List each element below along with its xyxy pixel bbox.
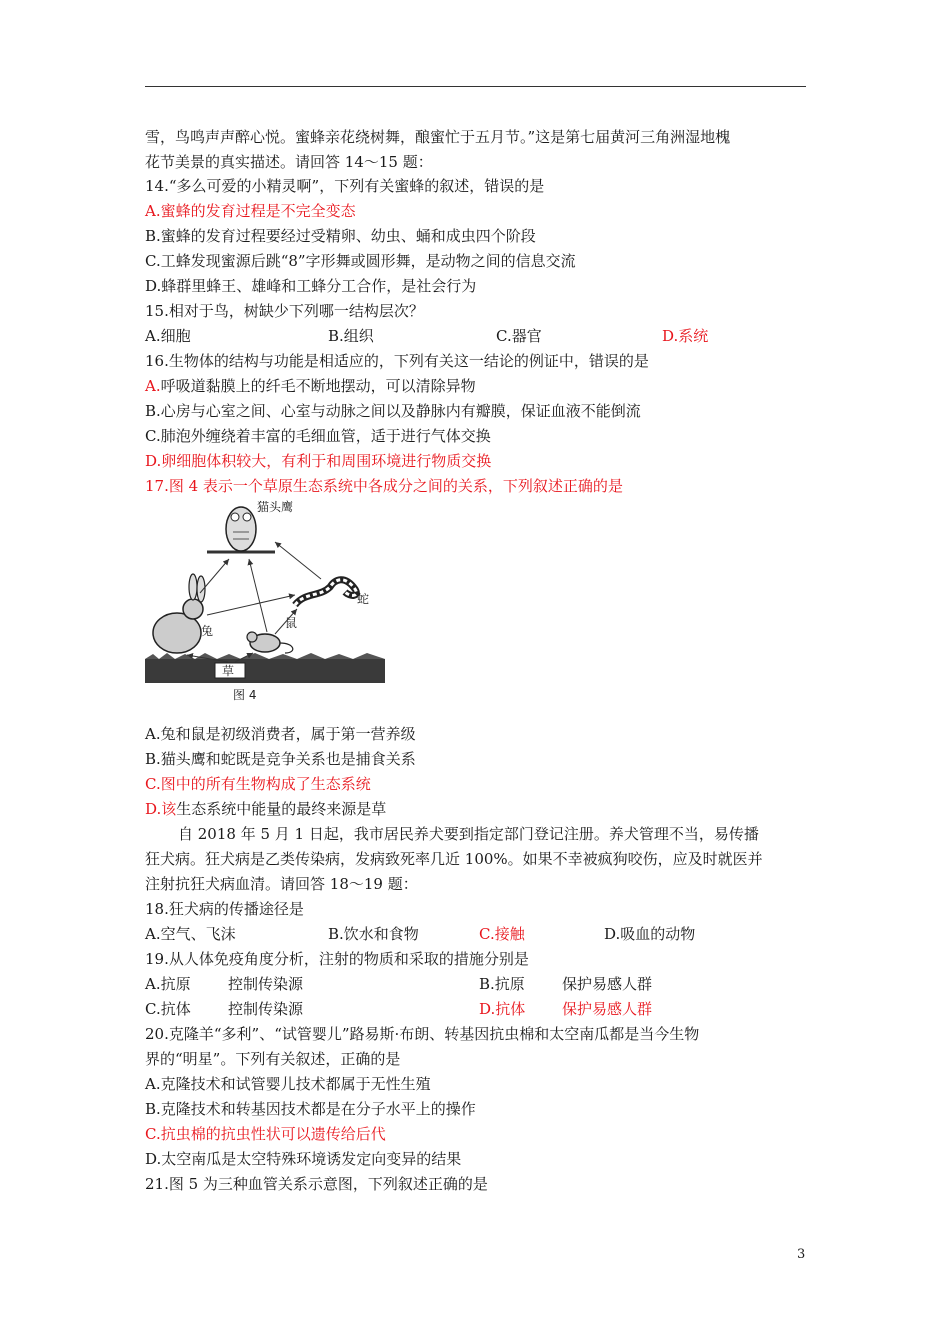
mouse-label: 鼠 xyxy=(285,616,298,630)
q18-option-c: C.接触 xyxy=(479,925,525,943)
passage2-line-3: 注射抗狂犬病血清。请回答 18～19 题： xyxy=(145,875,418,893)
q18-option-b: B.饮水和食物 xyxy=(328,925,419,943)
grass-blades xyxy=(145,653,385,659)
passage2-line-2: 狂犬病。狂犬病是乙类传染病，发病致死率几近 100%。如果不幸被疯狗咬伤，应及时就医并 xyxy=(145,850,763,868)
q20-stem-line-1: 20.克隆羊“多利”、“试管婴儿”路易斯·布朗、转基因抗虫棉和太空南瓜都是当今生物 xyxy=(145,1025,700,1043)
q19-stem: 19.从人体免疫角度分析，注射的物质和采取的措施分别是 xyxy=(145,950,529,968)
q14-option-a: A.蜜蜂的发育过程是不完全变态 xyxy=(145,202,356,220)
q15-option-c: C.器官 xyxy=(496,327,542,345)
q17-option-a: A.兔和鼠是初级消费者，属于第一营养级 xyxy=(145,725,416,743)
q15-stem: 15.相对于鸟，树缺少下列哪一结构层次？ xyxy=(145,302,424,320)
q16-stem: 16.生物体的结构与功能是相适应的，下列有关这一结论的例证中，错误的是 xyxy=(145,352,649,370)
q19-option-a-substance: A.抗原 xyxy=(145,975,191,993)
q16-option-a-letter: A. xyxy=(145,377,161,395)
arrow-rabbit-to-snake xyxy=(207,595,295,615)
q17-option-d-red: 该 xyxy=(161,800,177,818)
q16-option-d: D.卵细胞体积较大，有利于和周围环境进行物质交换 xyxy=(145,452,492,470)
q18-stem: 18.狂犬病的传播途径是 xyxy=(145,900,304,918)
q20-option-d: D.太空南瓜是太空特殊环境诱发定向变异的结果 xyxy=(145,1150,462,1168)
figure-caption: 图 4 xyxy=(233,688,257,702)
owl-label: 猫头鹰 xyxy=(257,500,294,514)
q19-option-c-measure: 控制传染源 xyxy=(228,1000,304,1018)
arrow-rabbit-to-owl xyxy=(200,559,229,593)
q16-option-c: C.肺泡外缠绕着丰富的毛细血管，适于进行气体交换 xyxy=(145,427,491,445)
q19-option-a-measure: 控制传染源 xyxy=(228,975,304,993)
q17-option-c: C.图中的所有生物构成了生态系统 xyxy=(145,775,371,793)
q18-option-d: D.吸血的动物 xyxy=(604,925,696,943)
q14-stem: 14.“多么可爱的小精灵啊”，下列有关蜜蜂的叙述，错误的是 xyxy=(145,177,545,195)
q15-option-d: D.系统 xyxy=(662,327,709,345)
q17-option-d-letter: D. xyxy=(145,800,162,818)
arrow-snake-to-owl xyxy=(275,542,321,579)
q17-stem: 17.图 4 表示一个草原生态系统中各成分之间的关系，下列叙述正确的是 xyxy=(145,477,623,495)
q19-option-b-substance: B.抗原 xyxy=(479,975,525,993)
figure-4-food-web xyxy=(145,497,385,709)
rabbit-drawing xyxy=(153,574,205,653)
q18-option-a: A.空气、飞沫 xyxy=(145,925,236,943)
q14-option-d: D.蜂群里蜂王、雄峰和工蜂分工合作，是社会行为 xyxy=(145,277,477,295)
header-rule xyxy=(145,86,806,87)
ground-strip xyxy=(145,659,385,683)
q16-option-a-text: 呼吸道黏膜上的纤毛不断地摆动，可以清除异物 xyxy=(160,377,476,395)
q15-option-b: B.组织 xyxy=(328,327,374,345)
grass-label: 草 xyxy=(222,664,235,678)
q20-option-c: C.抗虫棉的抗虫性状可以遗传给后代 xyxy=(145,1125,386,1143)
q19-option-d-substance: D.抗体 xyxy=(479,1000,526,1018)
q17-option-b: B.猫头鹰和蛇既是竞争关系也是捕食关系 xyxy=(145,750,416,768)
q16-option-b: B.心房与心室之间、心室与动脉之间以及静脉内有瓣膜，保证血液不能倒流 xyxy=(145,402,641,420)
q20-option-b: B.克隆技术和转基因技术都是在分子水平上的操作 xyxy=(145,1100,476,1118)
q20-option-a: A.克隆技术和试管婴儿技术都属于无性生殖 xyxy=(145,1075,431,1093)
q19-option-c-substance: C.抗体 xyxy=(145,1000,191,1018)
arrow-mouse-to-owl xyxy=(249,559,267,632)
page-number: 3 xyxy=(797,1247,806,1262)
intro-line-2: 花节美景的真实描述。请回答 14～15 题： xyxy=(145,153,433,171)
rabbit-label: 兔 xyxy=(201,624,214,638)
q17-option-d xyxy=(145,800,386,818)
q19-option-d-measure: 保护易感人群 xyxy=(562,1000,653,1018)
q21-stem: 21.图 5 为三种血管关系示意图，下列叙述正确的是 xyxy=(145,1175,488,1193)
intro-line-1: 雪，鸟鸣声声醉心悦。蜜蜂亲花绕树舞，酿蜜忙于五月节。”这是第七届黄河三角洲湿地槐 xyxy=(145,128,731,146)
mouse-drawing xyxy=(247,632,293,653)
snake-label: 蛇 xyxy=(357,592,370,606)
q20-stem-line-2: 界的“明星”。下列有关叙述，正确的是 xyxy=(145,1050,401,1068)
q17-option-d-text: 生态系统中能量的最终来源是草 xyxy=(176,800,387,818)
passage2-line-1: 自 2018 年 5 月 1 日起，我市居民养犬要到指定部门登记注册。养犬管理不当，易传播 xyxy=(178,825,759,843)
food-web-svg xyxy=(145,497,385,709)
q19-option-b-measure: 保护易感人群 xyxy=(562,975,653,993)
q14-option-b: B.蜜蜂的发育过程要经过受精卵、幼虫、蛹和成虫四个阶段 xyxy=(145,227,536,245)
q15-option-a: A.细胞 xyxy=(145,327,191,345)
q16-option-a xyxy=(145,377,476,395)
q14-option-c: C.工蜂发现蜜源后跳“8”字形舞或圆形舞，是动物之间的信息交流 xyxy=(145,252,576,270)
